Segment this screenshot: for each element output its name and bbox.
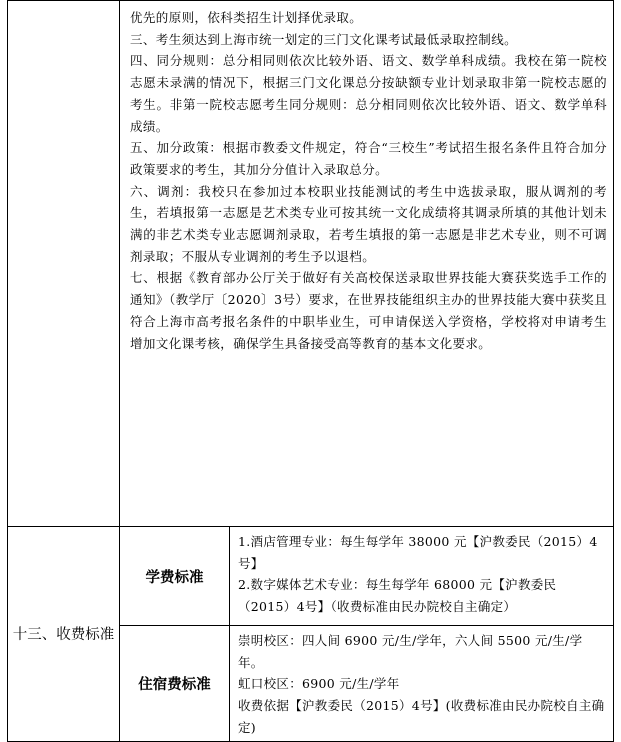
policy-text-cell [120, 1, 614, 527]
policy-paragraph: 五、加分政策：根据市教委文件规定，符合“三校生”考试招生报名条件且符合加分政策要求的考生，其加分分值计入录取总分。 [130, 140, 607, 177]
tuition-line: 2.数字媒体艺术专业：每生每学年 68000 元【沪教委民（2015）4号】（收费标准由民办院校自主确定） [238, 577, 557, 615]
policy-row [8, 1, 614, 527]
tuition-row [8, 527, 614, 626]
policy-paragraph: 优先的原则，依科类招生计划择优录取。 [130, 10, 363, 25]
accommodation-line: 崇明校区：四人间 6900 元/生/学年，六人间 5500 元/生/学年。 [238, 633, 583, 670]
policy-paragraph: 四、同分规则：总分相同则依次比较外语、语文、数学单科成绩。我校在第一院校志愿未录满的情况下，根据三门文化课总分按缺额专业计划录取非第一院校志愿的考生。非第一院校志愿考生同分规则：总分相同则依次比较外语、语文、数学单科成绩。 [130, 53, 607, 134]
policy-paragraph: 六、调剂：我校只在参加过本校职业技能测试的考生中选拔录取，服从调剂的考生，若填报第一志愿是艺术类专业可按其统一文化成绩将其调录所填的其他计划未满的非艺术类专业志愿调剂录取，若考生填报的第一志愿是非艺术专业，则不可调剂录取；不服从专业调剂的考生予以退档。 [130, 183, 607, 264]
fee-category-label: 十三、收费标准 [8, 527, 120, 742]
empty-category-cell [8, 1, 120, 527]
policy-paragraph: 七、根据《教育部办公厅关于做好有关高校保送录取世界技能大赛获奖选手工作的通知》（教学厅〔2020〕3号）要求，在世界技能组织主办的世界技能大赛中获奖且符合上海市高考报名条件的中职毕业生，可申请保送入学资格，学校将对申请考生增加文化课考核，确保学生具备接受高等教育的基本文化要求。 [130, 270, 607, 351]
tuition-details [230, 527, 613, 620]
accommodation-line: 收费依据【沪教委民（2015）4号】(收费标准由民办院校自主确定) [238, 698, 605, 735]
tuition-details-cell [230, 527, 614, 626]
accommodation-details-cell [230, 626, 614, 742]
accommodation-line: 虹口校区：6900 元/生/学年 [238, 676, 400, 692]
admission-policy-table [7, 0, 614, 742]
accommodation-label: 住宿费标准 [120, 626, 230, 742]
accommodation-details [230, 626, 613, 741]
policy-text [120, 1, 613, 358]
policy-paragraph: 三、考生须达到上海市统一划定的三门文化课考试最低录取控制线。 [130, 31, 518, 47]
tuition-line: 1.酒店管理专业：每生每学年 38000 元【沪教委民（2015）4号】 [238, 534, 598, 571]
tuition-label: 学费标准 [120, 527, 230, 626]
